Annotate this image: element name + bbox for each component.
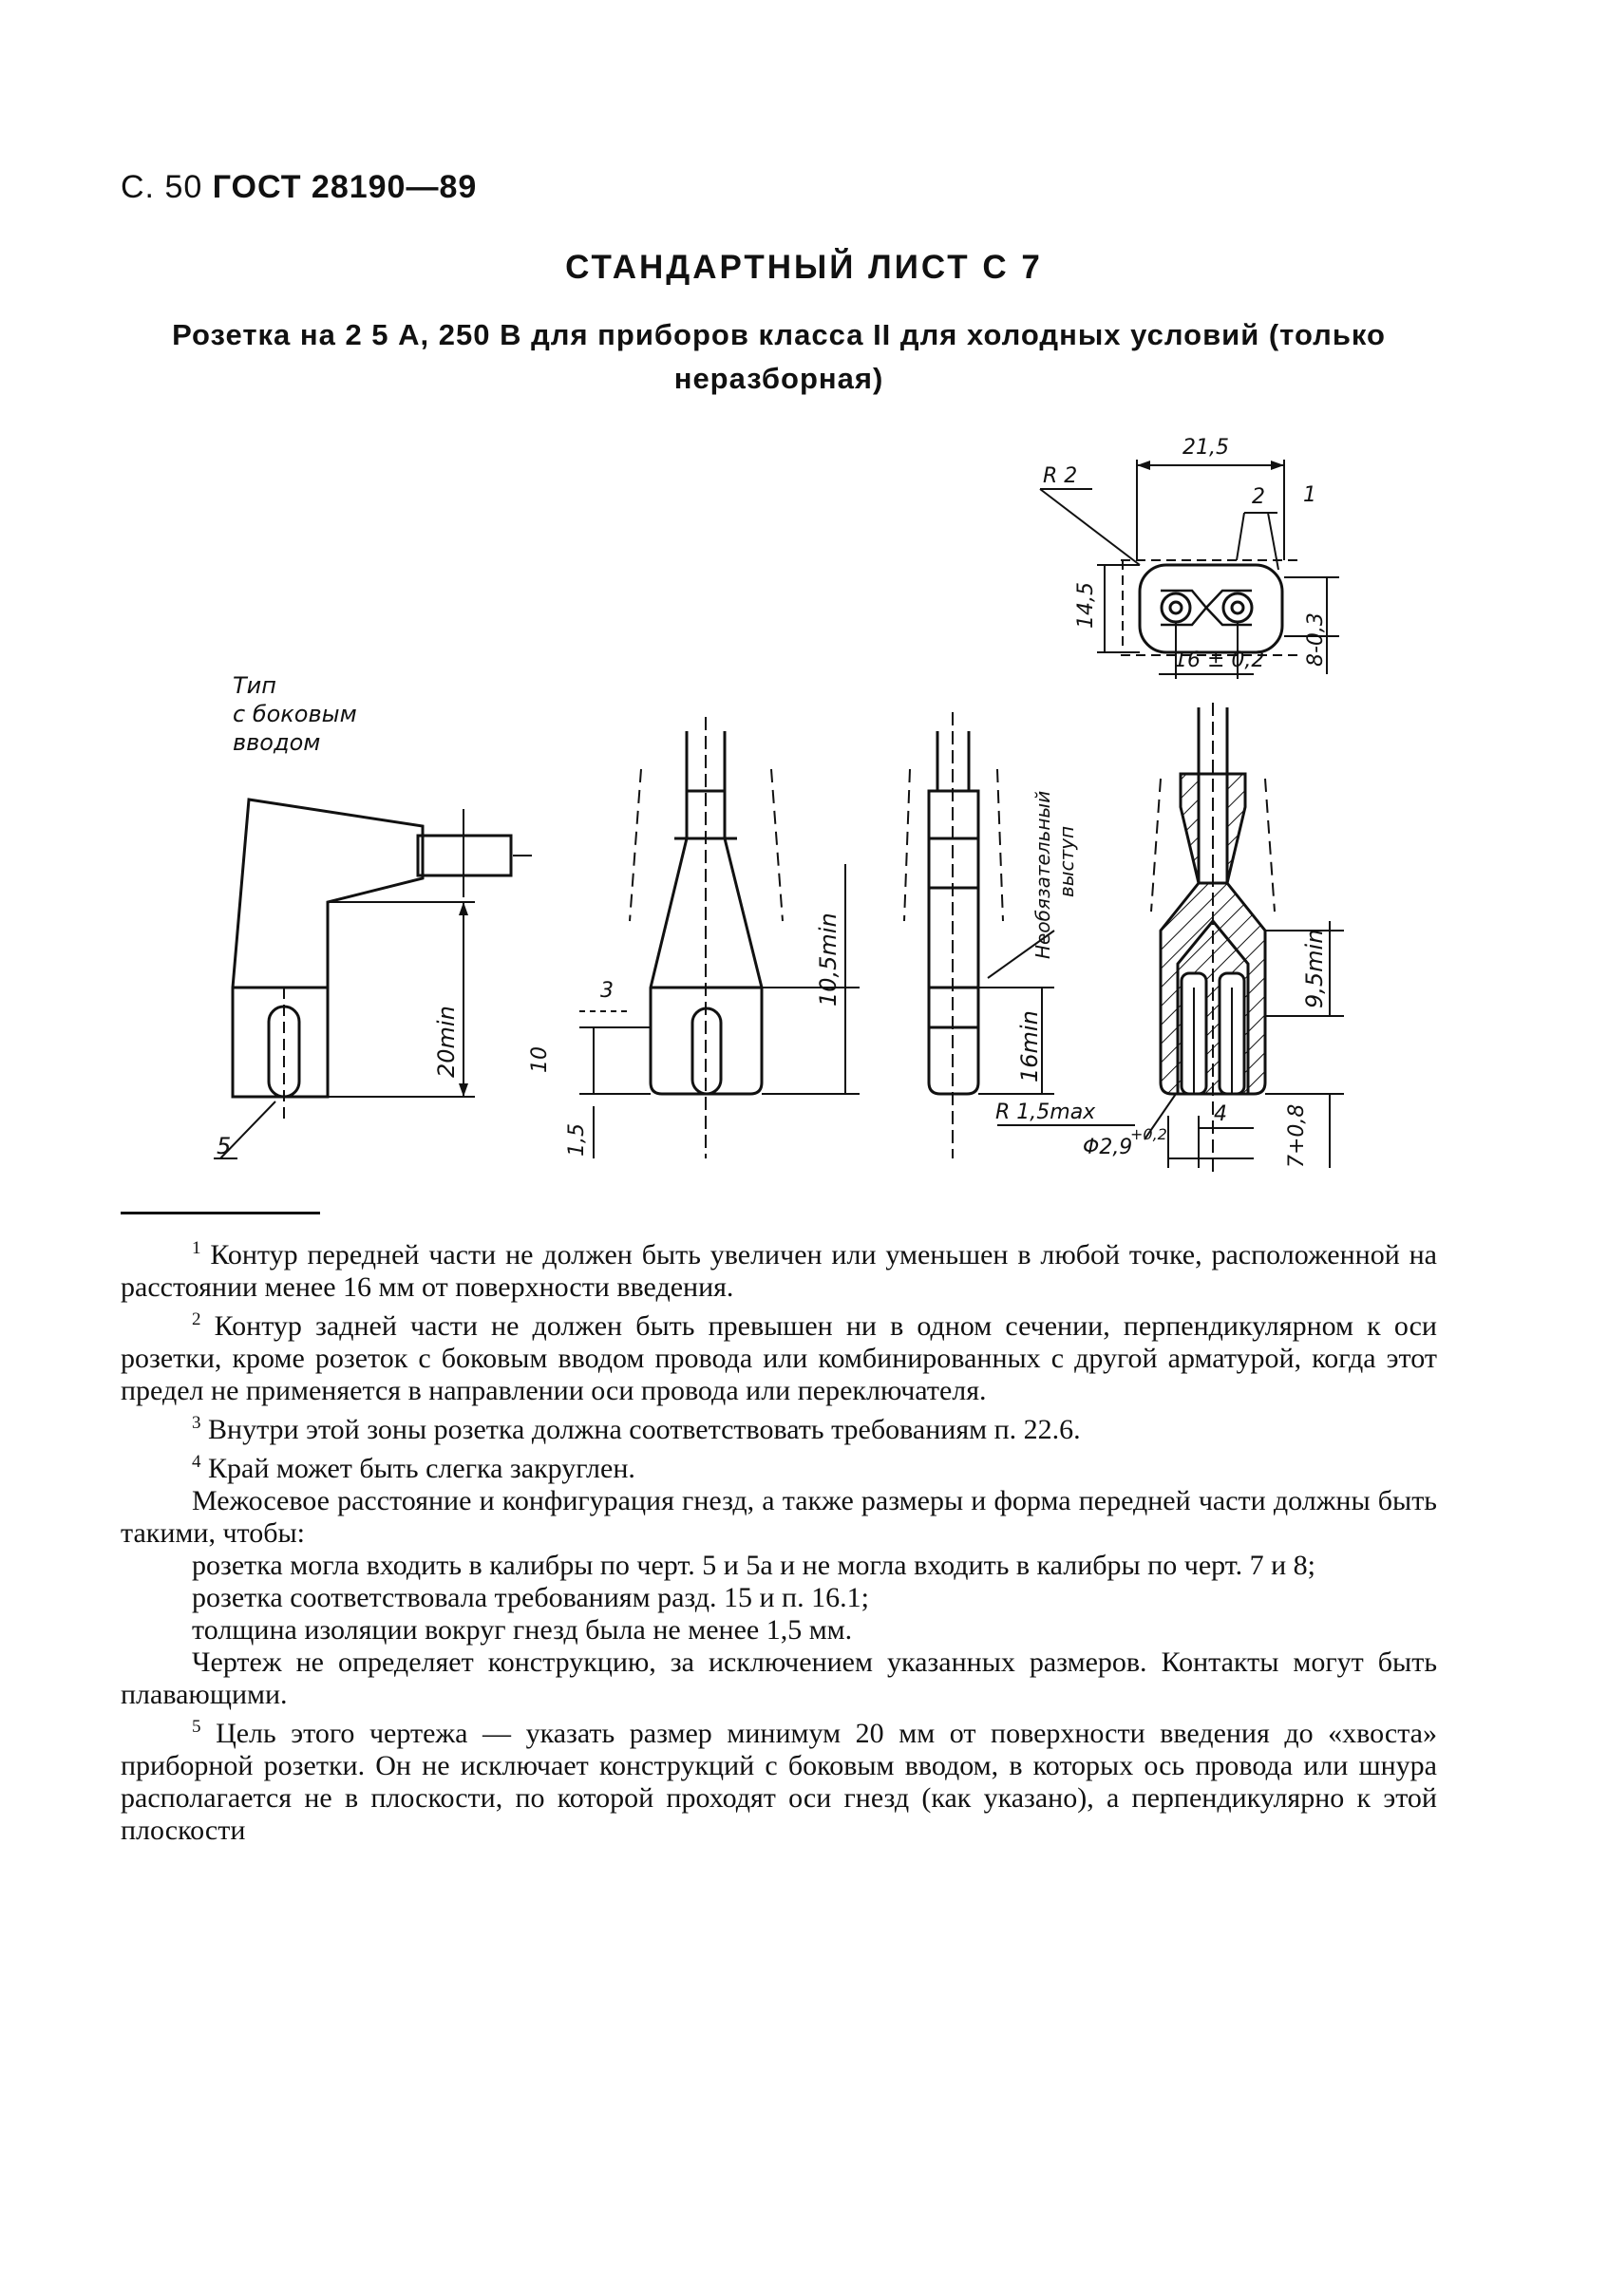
contact-hole-left: [1162, 593, 1190, 622]
dim-r2: R 2: [1043, 464, 1078, 488]
dim-r1-5max: R 1,5max: [995, 1101, 1096, 1124]
subtitle-line-2: неразборная): [673, 362, 884, 395]
standard-number: ГОСТ 28190—89: [212, 169, 478, 205]
note-insulation: толщина изоляции вокруг гнезд была не менее 1,5 мм.: [192, 1614, 853, 1646]
side-entry-view: [214, 672, 532, 1159]
dim-8: 8-0,3: [1304, 612, 1328, 667]
dim-16min: 16min: [1016, 1010, 1043, 1082]
mark-4: 4: [1214, 1102, 1227, 1126]
subtitle-line-1: Розетка на 2 5 А, 250 В для приборов класса II для холодных условий (только: [172, 318, 1386, 351]
optional-protrusion-2: выступ: [1055, 825, 1078, 897]
dim-14-5: 14,5: [1074, 582, 1098, 629]
optional-protrusion-1: Необязательный: [1031, 790, 1054, 959]
dim-phi-tol: +0,2: [1130, 1125, 1167, 1143]
note-spacing: Межосевое расстояние и конфигурация гнезд, а также размеры и форма передней части должны быть такими, чтобы:: [121, 1485, 1437, 1549]
sheet-subtitle: [114, 313, 1444, 401]
face-view: [1040, 436, 1339, 679]
mark-1: 1: [1303, 483, 1316, 507]
technical-drawing: [0, 418, 1608, 1196]
note-calibres: розетка могла входить в калибры по черт. 5 и 5а и не могла входить в калибры по черт. 7 и 8;: [192, 1550, 1315, 1581]
dim-10-5min: 10,5min: [815, 913, 842, 1007]
sheet-title: СТАНДАРТНЫЙ ЛИСТ С 7: [565, 249, 1043, 286]
page-header: [121, 169, 477, 206]
mark-5: 5: [217, 1133, 232, 1159]
dim-20min: 20min: [433, 1006, 460, 1078]
dim-10: 10: [528, 1046, 552, 1073]
type-label-2: с боковым: [233, 701, 357, 727]
footnote-2: $^2$ Контур задней части не должен быть превышен ни в одном сечении, перпендикулярном к оси розетки, кроме розеток с боковым вводом провода или комбинированных с другой арматурой, когда этот предел не применяется в направлении оси провода или переключателя.: [121, 1309, 1437, 1406]
side-profile-view: [904, 712, 1078, 1158]
mark-3: 3: [600, 979, 614, 1003]
mark-2: 2: [1252, 485, 1265, 509]
note-drawing: Чертеж не определяет конструкцию, за исключением указанных размеров. Контакты могут быть плавающими.: [121, 1647, 1437, 1710]
contact-hole-right: [1223, 593, 1252, 622]
dim-1-5: 1,5: [565, 1123, 589, 1157]
dim-21-5: 21,5: [1182, 436, 1229, 460]
dim-9-5min: 9,5min: [1301, 929, 1328, 1008]
footnote-3: $^3$ Внутри этой зоны розетка должна соответствовать требованиям п. 22.6.: [192, 1413, 1081, 1445]
type-label-3: вводом: [233, 729, 321, 756]
front-profile-view: [528, 717, 860, 1158]
footnote-1: $^1$ Контур передней части не должен быть увеличен или уменьшен в любой точке, расположенной на расстоянии менее 16 мм от поверхности введения.: [121, 1238, 1437, 1303]
note-requirements: розетка соответствовала требованиям разд. 15 и п. 16.1;: [192, 1582, 869, 1613]
page-number: С. 50: [121, 169, 203, 205]
dim-phi-2-9: Φ2,9: [1083, 1136, 1133, 1159]
dim-16: 16 ± 0,2: [1174, 649, 1265, 672]
footnote-rule: [121, 1212, 320, 1214]
footnotes: [121, 1233, 1437, 1847]
dim-7: 7+0,8: [1285, 1103, 1309, 1168]
footnote-5: $^5$ Цель этого чертежа — указать размер минимум 20 мм от поверхности введения до «хвоста» приборной розетки. Он не исключает конструкций с боковым вводом, в которых ось провода или шнура располагается не в плоскости, по которой проходят оси гнезд (как указано), а перпендикулярно к этой плоскости: [121, 1717, 1437, 1846]
type-label-1: Тип: [233, 672, 276, 699]
footnote-4: $^4$ Край может быть слегка закруглен.: [192, 1452, 635, 1484]
